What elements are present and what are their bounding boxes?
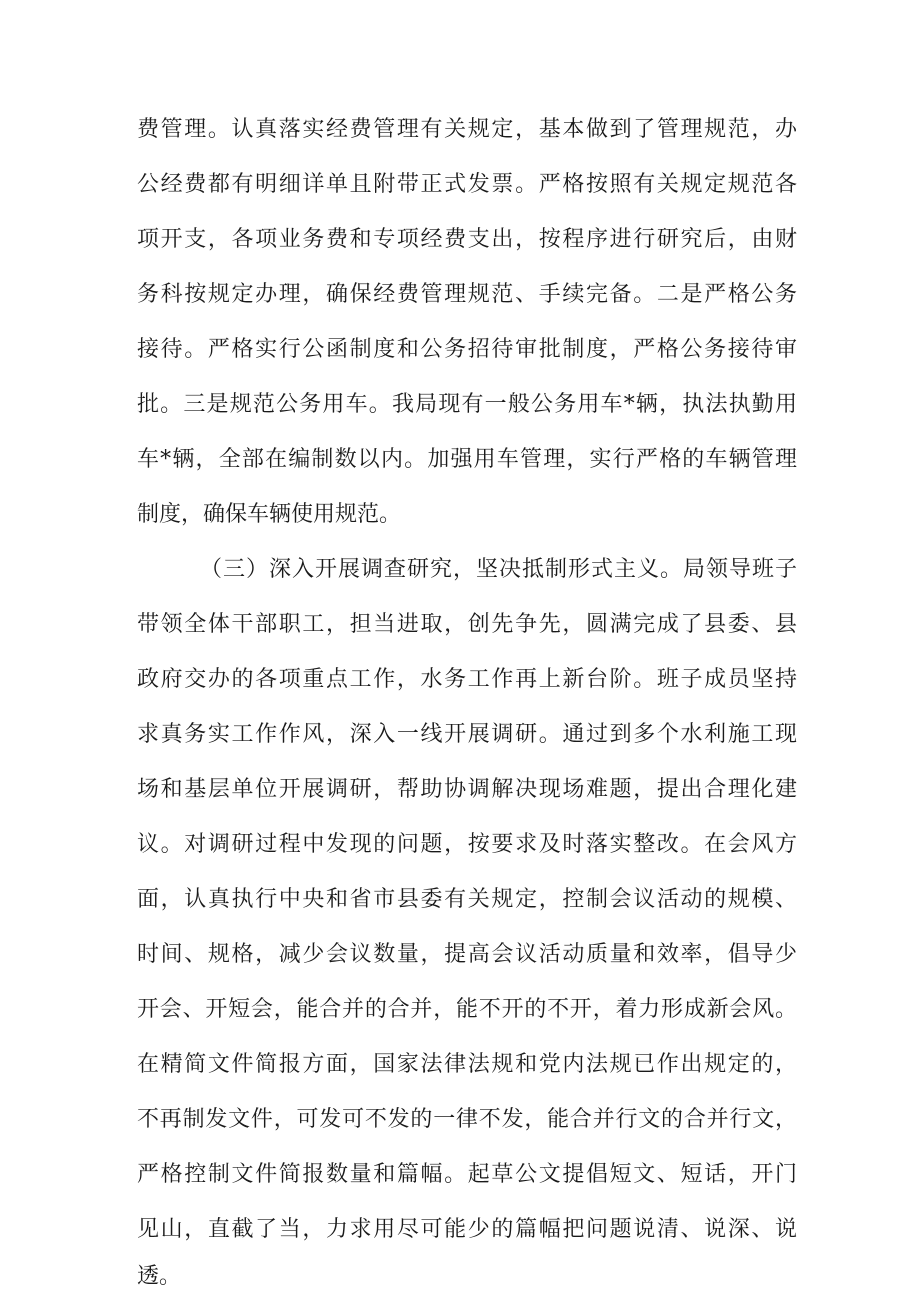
paragraph-line: 务科按规定办理，确保经费管理规范、手续完备。二是严格公务 xyxy=(137,282,797,307)
paragraph-line: 车*辆，全部在编制数以内。加强用车管理，实行严格的车辆管理 xyxy=(137,447,797,472)
paragraph-line: 政府交办的各项重点工作，水务工作再上新台阶。班子成员坚持 xyxy=(137,667,797,692)
paragraph-line: 开会、开短会，能合并的合并，能不开的不开，着力形成新会风。 xyxy=(137,997,797,1022)
paragraph-line: 公经费都有明细详单且附带正式发票。严格按照有关规定规范各 xyxy=(137,172,797,197)
paragraph-line: 议。对调研过程中发现的问题，按要求及时落实整改。在会风方 xyxy=(137,832,797,857)
paragraph-line: 制度，确保车辆使用规范。 xyxy=(137,502,402,527)
paragraph-line: 带领全体干部职工，担当进取，创先争先，圆满完成了县委、县 xyxy=(137,612,797,637)
paragraph-line: 接待。严格实行公函制度和公务招待审批制度，严格公务接待审 xyxy=(137,337,797,362)
paragraph-line: 透。 xyxy=(137,1264,182,1289)
paragraph-line: 时间、规格，减少会议数量，提高会议活动质量和效率，倡导少 xyxy=(137,942,797,967)
paragraph-line: 见山，直截了当，力求用尽可能少的篇幅把问题说清、说深、说 xyxy=(137,1217,797,1242)
paragraph-line: 场和基层单位开展调研，帮助协调解决现场难题，提出合理化建 xyxy=(137,777,797,802)
paragraph-line: 面，认真执行中央和省市县委有关规定，控制会议活动的规模、 xyxy=(137,887,797,912)
paragraph-line: 在精简文件简报方面，国家法律法规和党内法规已作出规定的， xyxy=(137,1052,797,1077)
paragraph-line: 求真务实工作作风，深入一线开展调研。通过到多个水利施工现 xyxy=(137,722,797,747)
paragraph-line: 批。三是规范公务用车。我局现有一般公务用车*辆，执法执勤用 xyxy=(137,392,797,417)
paragraph-line: 项开支，各项业务费和专项经费支出，按程序进行研究后，由财 xyxy=(137,227,797,252)
paragraph-line: 严格控制文件简报数量和篇幅。起草公文提倡短文、短话，开门 xyxy=(137,1162,797,1187)
paragraph-line: 不再制发文件，可发可不发的一律不发，能合并行文的合并行文， xyxy=(137,1107,797,1132)
section-heading-line: （三）深入开展调查研究，坚决抵制形式主义。局领导班子 xyxy=(200,557,797,582)
paragraph-line: 费管理。认真落实经费管理有关规定，基本做到了管理规范，办 xyxy=(137,117,797,142)
